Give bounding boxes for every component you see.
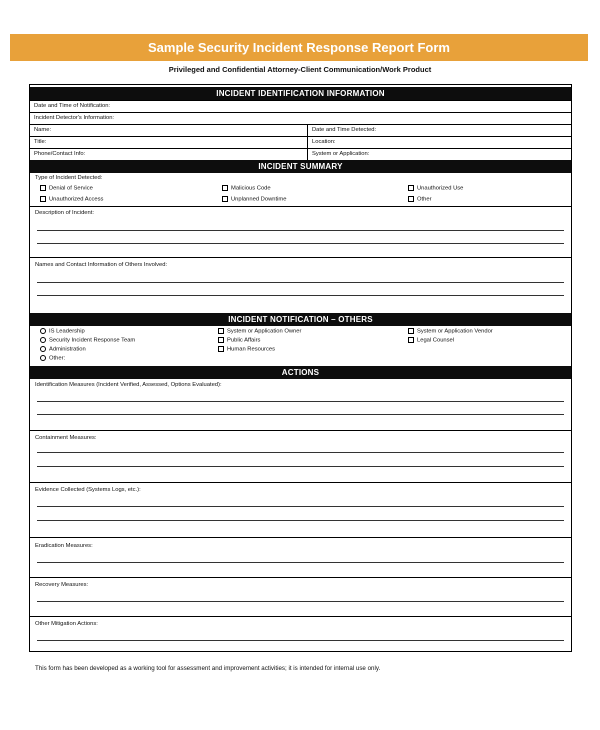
checkbox-icon [222, 196, 228, 202]
evidence-line[interactable] [37, 520, 564, 521]
mitigation-label: Other Mitigation Actions: [35, 621, 98, 627]
checkbox-system-owner[interactable]: System or Application Owner [218, 328, 301, 335]
checkbox-human-resources[interactable]: Human Resources [218, 346, 275, 353]
identification-measures-label: Identification Measures (Incident Verified, Assessed, Options Evaluated): [35, 382, 222, 388]
checkbox-icon [222, 185, 228, 191]
checkbox-malicious-code[interactable]: Malicious Code [222, 185, 271, 192]
description-line[interactable] [37, 230, 564, 231]
form-title: Sample Security Incident Response Report Form [10, 34, 588, 61]
divider [30, 257, 571, 258]
eradication-label: Eradication Measures: [35, 543, 93, 549]
others-involved-line[interactable] [37, 282, 564, 283]
name-label[interactable]: Name: [34, 127, 52, 133]
checkbox-icon [218, 337, 224, 343]
checkbox-unauthorized-use[interactable]: Unauthorized Use [408, 185, 463, 192]
identification-measures-line[interactable] [37, 401, 564, 402]
checkbox-icon [218, 346, 224, 352]
divider [30, 537, 571, 538]
checkbox-legal-counsel[interactable]: Legal Counsel [408, 337, 454, 344]
divider [30, 616, 571, 617]
checkbox-icon [40, 185, 46, 191]
radio-icon [40, 337, 46, 343]
phone-row [30, 148, 571, 160]
containment-line[interactable] [37, 452, 564, 453]
location-label[interactable]: Location: [307, 137, 336, 148]
incident-form [29, 84, 572, 652]
title-row [30, 136, 571, 148]
checkbox-system-vendor[interactable]: System or Application Vendor [408, 328, 493, 335]
incident-type-label: Type of Incident Detected: [35, 175, 103, 181]
footnote: This form has been developed as a working tool for assessment and improvement activities; it is intended for internal use only. [35, 665, 381, 672]
checkbox-other[interactable]: Other [408, 196, 432, 203]
notification-heading: INCIDENT NOTIFICATION – OTHERS [30, 313, 571, 326]
radio-security-response-team[interactable]: Security Incident Response Team [40, 337, 135, 344]
radio-icon [40, 328, 46, 334]
containment-line[interactable] [37, 466, 564, 467]
detector-info-label: Incident Detector's Information: [34, 115, 115, 121]
checkbox-denial-of-service[interactable]: Denial of Service [40, 185, 93, 192]
name-row [30, 124, 571, 136]
others-involved-label: Names and Contact Information of Others Involved: [35, 262, 168, 268]
checkbox-icon [408, 185, 414, 191]
radio-icon [40, 346, 46, 352]
divider [30, 430, 571, 431]
recovery-line[interactable] [37, 601, 564, 602]
description-label: Description of Incident: [35, 210, 94, 216]
containment-label: Containment Measures: [35, 435, 97, 441]
notification-datetime-label: Date and Time of Notification: [34, 103, 111, 109]
checkbox-icon [408, 196, 414, 202]
form-subtitle: Privileged and Confidential Attorney-Client Communication/Work Product [168, 65, 432, 74]
radio-administration[interactable]: Administration [40, 346, 86, 353]
divider [30, 206, 571, 207]
description-line[interactable] [37, 243, 564, 244]
date-detected-label[interactable]: Date and Time Detected: [307, 125, 376, 136]
summary-heading: INCIDENT SUMMARY [30, 160, 571, 173]
checkbox-icon [40, 196, 46, 202]
divider [30, 577, 571, 578]
identification-measures-line[interactable] [37, 414, 564, 415]
title-label[interactable]: Title: [34, 139, 47, 145]
checkbox-public-affairs[interactable]: Public Affairs [218, 337, 260, 344]
radio-icon [40, 355, 46, 361]
checkbox-unauthorized-access[interactable]: Unauthorized Access [40, 196, 103, 203]
checkbox-icon [408, 337, 414, 343]
phone-label[interactable]: Phone/Contact Info: [34, 151, 86, 157]
mitigation-line[interactable] [37, 640, 564, 641]
checkbox-icon [218, 328, 224, 334]
notification-datetime-row[interactable] [30, 100, 571, 112]
others-involved-line[interactable] [37, 295, 564, 296]
actions-heading: ACTIONS [30, 366, 571, 379]
identification-heading: INCIDENT IDENTIFICATION INFORMATION [30, 87, 571, 100]
radio-other[interactable]: Other: [40, 355, 65, 362]
divider [30, 482, 571, 483]
eradication-line[interactable] [37, 562, 564, 563]
checkbox-icon [408, 328, 414, 334]
detector-info-row[interactable] [30, 112, 571, 124]
evidence-label: Evidence Collected (Systems Logs, etc.): [35, 487, 141, 493]
evidence-line[interactable] [37, 506, 564, 507]
system-label[interactable]: System or Application: [307, 149, 369, 160]
recovery-label: Recovery Measures: [35, 582, 89, 588]
checkbox-unplanned-downtime[interactable]: Unplanned Downtime [222, 196, 286, 203]
radio-is-leadership[interactable]: IS Leadership [40, 328, 85, 335]
